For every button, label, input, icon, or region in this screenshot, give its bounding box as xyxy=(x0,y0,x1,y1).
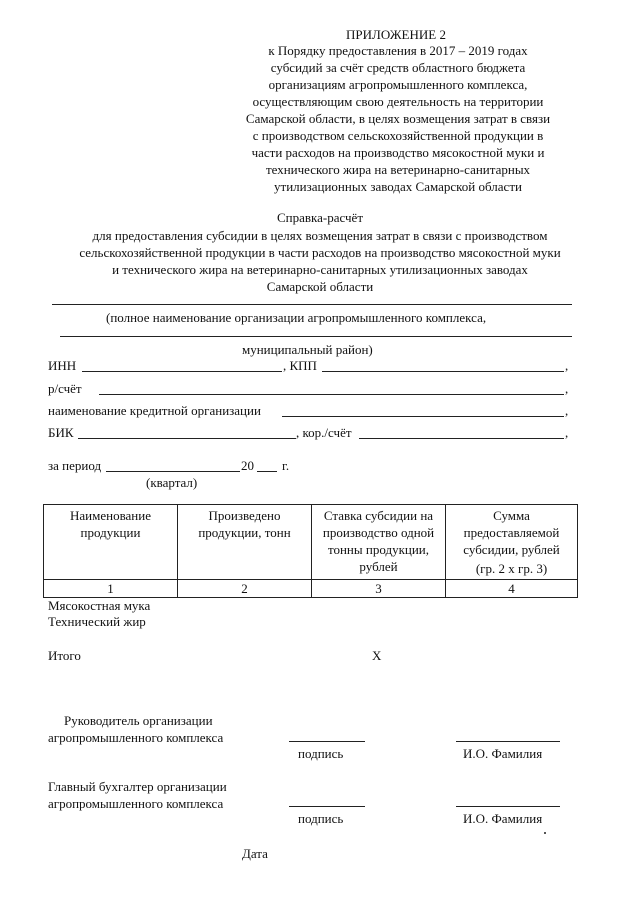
director-title-line2: агропромышленного комплекса xyxy=(48,730,224,745)
accountant-title-line2: агропромышленного комплекса xyxy=(48,796,224,811)
bank-field[interactable] xyxy=(282,416,564,417)
appendix-line: утилизационных заводах Самарской области xyxy=(274,179,522,194)
line-comma: , xyxy=(565,403,569,418)
column-number: 4 xyxy=(446,580,578,598)
header-product: Наименование продукции xyxy=(44,505,178,580)
line-comma: , xyxy=(565,381,569,396)
header-sum-formula: (гр. 2 х гр. 3) xyxy=(475,561,548,576)
director-name-hint: И.О. Фамилия xyxy=(463,746,543,761)
subtitle-line: и технического жира на ветеринарно-санитарных утилизационных заводах xyxy=(112,262,528,277)
kpp-label: , КПП xyxy=(283,358,317,373)
director-name-field[interactable] xyxy=(456,741,560,742)
bik-label: БИК xyxy=(48,425,74,440)
column-number: 1 xyxy=(44,580,178,598)
column-number: 2 xyxy=(178,580,312,598)
org-name-hint: (полное наименование организации агропромышленного комплекса, xyxy=(106,310,487,325)
district-hint: муниципальный район) xyxy=(242,342,373,357)
inn-field[interactable] xyxy=(82,371,282,372)
period-field[interactable] xyxy=(106,471,240,472)
year-prefix: 20 xyxy=(241,458,254,473)
accountant-signature-field[interactable] xyxy=(289,806,365,807)
quarter-hint: (квартал) xyxy=(146,475,198,490)
subtitle-line: Самарской области xyxy=(266,279,374,294)
accountant-title-line1: Главный бухгалтер организации xyxy=(48,779,227,794)
subtitle-line: для предоставления субсидии в целях возмещения затрат в связи с производством xyxy=(92,228,548,243)
date-label: Дата xyxy=(242,846,268,861)
appendix-line: части расходов на производство мясокостной муки и xyxy=(251,145,545,160)
corr-label: , кор./счёт xyxy=(296,425,352,440)
table-header-row xyxy=(44,505,578,580)
scan-speck xyxy=(544,832,546,834)
column-number: 3 xyxy=(312,580,446,598)
subsidy-table xyxy=(43,504,578,598)
accountant-name-field[interactable] xyxy=(456,806,560,807)
director-signature-field[interactable] xyxy=(289,741,365,742)
appendix-line: технического жира на ветеринарно-санитарных xyxy=(265,162,531,177)
appendix-line: Самарской области, в целях возмещения затрат в связи xyxy=(245,111,551,126)
bik-field[interactable] xyxy=(78,438,296,439)
header-sum xyxy=(446,505,578,580)
header-rate: Ставка субсидии на производство одной тонны продукции, рублей xyxy=(312,505,446,580)
inn-label: ИНН xyxy=(48,358,77,373)
row-technical-fat: Технический жир xyxy=(48,614,146,629)
form-title: Справка-расчёт xyxy=(276,210,364,225)
org-name-line-2[interactable] xyxy=(60,336,572,337)
appendix-line: к Порядку предоставления в 2017 – 2019 годах xyxy=(268,43,528,58)
kpp-field[interactable] xyxy=(322,371,564,372)
year-field[interactable] xyxy=(257,471,277,472)
row-meat-bone-meal: Мясокостная мука xyxy=(48,598,151,613)
line-comma: , xyxy=(565,358,569,373)
director-title-line1: Руководитель организации xyxy=(64,713,213,728)
header-produced: Произведено продукции, тонн xyxy=(178,505,312,580)
appendix-line: осуществляющим свою деятельность на территории xyxy=(252,94,544,109)
year-suffix: г. xyxy=(282,458,290,473)
appendix-line: организациям агропромышленного комплекса, xyxy=(268,77,528,92)
appendix-title: ПРИЛОЖЕНИЕ 2 xyxy=(346,27,446,42)
period-label: за период xyxy=(48,458,102,473)
total-label: Итого xyxy=(48,648,81,663)
subtitle-line: сельскохозяйственной продукции в части расходов на производство мясокостной муки xyxy=(79,245,561,260)
line-comma: , xyxy=(565,425,569,440)
account-field[interactable] xyxy=(99,394,564,395)
header-sum-label: Сумма предоставляемой субсидии, рублей xyxy=(463,508,560,557)
account-label: р/счёт xyxy=(48,381,82,396)
appendix-line: субсидий за счёт средств областного бюджета xyxy=(270,60,526,75)
total-mark: Х xyxy=(372,648,382,663)
table-number-row xyxy=(44,580,578,598)
corr-account-field[interactable] xyxy=(359,438,564,439)
accountant-sign-hint: подпись xyxy=(298,811,344,826)
appendix-line: с производством сельскохозяйственной продукции в xyxy=(252,128,544,143)
director-sign-hint: подпись xyxy=(298,746,344,761)
bank-label: наименование кредитной организации xyxy=(48,403,261,418)
accountant-name-hint: И.О. Фамилия xyxy=(463,811,543,826)
org-name-line[interactable] xyxy=(52,304,572,305)
